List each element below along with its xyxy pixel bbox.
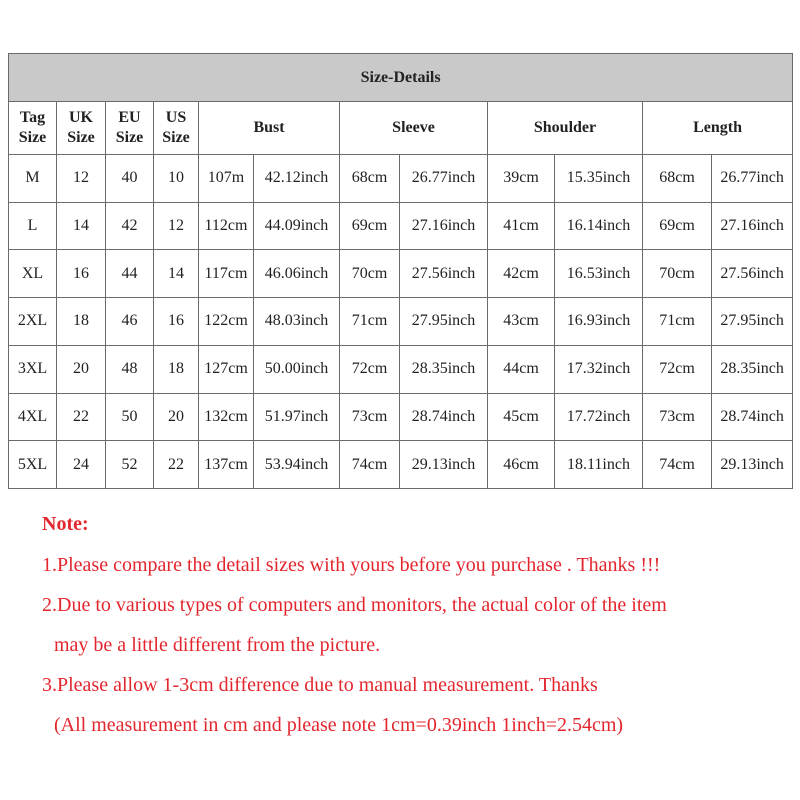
size-details-table [8, 53, 793, 489]
table-cell: 48.03inch [254, 298, 340, 346]
table-cell: 71cm [340, 298, 400, 346]
table-cell: 50.00inch [254, 345, 340, 393]
table-cell: 50 [106, 393, 154, 441]
table-cell: 17.72inch [555, 393, 643, 441]
table-cell: 3XL [9, 345, 57, 393]
table-cell: 137cm [199, 441, 254, 489]
table-cell: 28.35inch [400, 345, 488, 393]
table-cell: 18 [154, 345, 199, 393]
table-cell: 71cm [643, 298, 712, 346]
table-cell: 2XL [9, 298, 57, 346]
table-cell: 68cm [340, 155, 400, 203]
table-cell: 29.13inch [712, 441, 793, 489]
table-cell: 28.74inch [400, 393, 488, 441]
table-cell: 14 [154, 250, 199, 298]
table-cell: 73cm [643, 393, 712, 441]
table-cell: 46 [106, 298, 154, 346]
table-cell: M [9, 155, 57, 203]
table-cell: 28.74inch [712, 393, 793, 441]
table-cell: 69cm [340, 202, 400, 250]
table-cell: 22 [154, 441, 199, 489]
table-cell: 68cm [643, 155, 712, 203]
header-eu-size: EU Size [106, 102, 154, 155]
table-cell: 16.14inch [555, 202, 643, 250]
table-cell: 40 [106, 155, 154, 203]
table-cell: 15.35inch [555, 155, 643, 203]
table-cell: 16.93inch [555, 298, 643, 346]
table-cell: 16 [57, 250, 106, 298]
table-cell: 26.77inch [712, 155, 793, 203]
header-length: Length [643, 102, 793, 155]
note-title: Note: [42, 513, 89, 535]
header-sleeve: Sleeve [340, 102, 488, 155]
table-cell: 10 [154, 155, 199, 203]
table-cell: 69cm [643, 202, 712, 250]
table-cell: 28.35inch [712, 345, 793, 393]
header-tag-size: Tag Size [9, 102, 57, 155]
table-cell: 72cm [340, 345, 400, 393]
table-row [9, 202, 793, 250]
header-uk-size: UK Size [57, 102, 106, 155]
table-cell: 24 [57, 441, 106, 489]
table-cell: 70cm [340, 250, 400, 298]
table-cell: 5XL [9, 441, 57, 489]
table-cell: 20 [57, 345, 106, 393]
table-cell: 22 [57, 393, 106, 441]
table-cell: 29.13inch [400, 441, 488, 489]
table-cell: 4XL [9, 393, 57, 441]
table-cell: 41cm [488, 202, 555, 250]
table-cell: 46cm [488, 441, 555, 489]
table-cell: 20 [154, 393, 199, 441]
note-line-2b: may be a little different from the picture. [54, 634, 381, 656]
table-cell: 73cm [340, 393, 400, 441]
table-cell: 70cm [643, 250, 712, 298]
table-cell: 27.16inch [712, 202, 793, 250]
table-cell: 52 [106, 441, 154, 489]
table-cell: 12 [154, 202, 199, 250]
table-cell: L [9, 202, 57, 250]
table-cell: 51.97inch [254, 393, 340, 441]
table-cell: 44cm [488, 345, 555, 393]
table-cell: 74cm [340, 441, 400, 489]
header-bust: Bust [199, 102, 340, 155]
note-line-1: 1.Please compare the detail sizes with yours before you purchase . Thanks !!! [42, 554, 661, 576]
table-row [9, 155, 793, 203]
table-cell: 132cm [199, 393, 254, 441]
table-cell: 45cm [488, 393, 555, 441]
table-cell: 16.53inch [555, 250, 643, 298]
table-cell: 44.09inch [254, 202, 340, 250]
table-cell: 26.77inch [400, 155, 488, 203]
table-cell: 12 [57, 155, 106, 203]
table-row [9, 441, 793, 489]
table-cell: 127cm [199, 345, 254, 393]
table-cell: 16 [154, 298, 199, 346]
table-cell: 72cm [643, 345, 712, 393]
note-line-2a: 2.Due to various types of computers and monitors, the actual color of the item [42, 594, 667, 616]
table-body [9, 155, 793, 489]
table-cell: XL [9, 250, 57, 298]
table-row [9, 250, 793, 298]
table-row [9, 345, 793, 393]
header-shoulder: Shoulder [488, 102, 643, 155]
table-row [9, 298, 793, 346]
table-cell: 74cm [643, 441, 712, 489]
table-cell: 42 [106, 202, 154, 250]
table-cell: 18 [57, 298, 106, 346]
table-cell: 44 [106, 250, 154, 298]
table-cell: 27.56inch [712, 250, 793, 298]
note-line-4: (All measurement in cm and please note 1cm=0.39inch 1inch=2.54cm) [54, 714, 624, 736]
table-cell: 117cm [199, 250, 254, 298]
table-title: Size-Details [9, 54, 793, 102]
table-cell: 42.12inch [254, 155, 340, 203]
table-cell: 27.95inch [712, 298, 793, 346]
table-row [9, 393, 793, 441]
table-cell: 112cm [199, 202, 254, 250]
table-cell: 18.11inch [555, 441, 643, 489]
table-cell: 53.94inch [254, 441, 340, 489]
table-cell: 17.32inch [555, 345, 643, 393]
table-cell: 42cm [488, 250, 555, 298]
table-cell: 43cm [488, 298, 555, 346]
table-cell: 39cm [488, 155, 555, 203]
note-line-3: 3.Please allow 1-3cm difference due to manual measurement. Thanks [42, 674, 598, 696]
table-cell: 27.16inch [400, 202, 488, 250]
table-cell: 27.56inch [400, 250, 488, 298]
table-cell: 48 [106, 345, 154, 393]
table-cell: 107m [199, 155, 254, 203]
table-cell: 46.06inch [254, 250, 340, 298]
table-cell: 27.95inch [400, 298, 488, 346]
header-us-size: US Size [154, 102, 199, 155]
table-cell: 14 [57, 202, 106, 250]
table-cell: 122cm [199, 298, 254, 346]
